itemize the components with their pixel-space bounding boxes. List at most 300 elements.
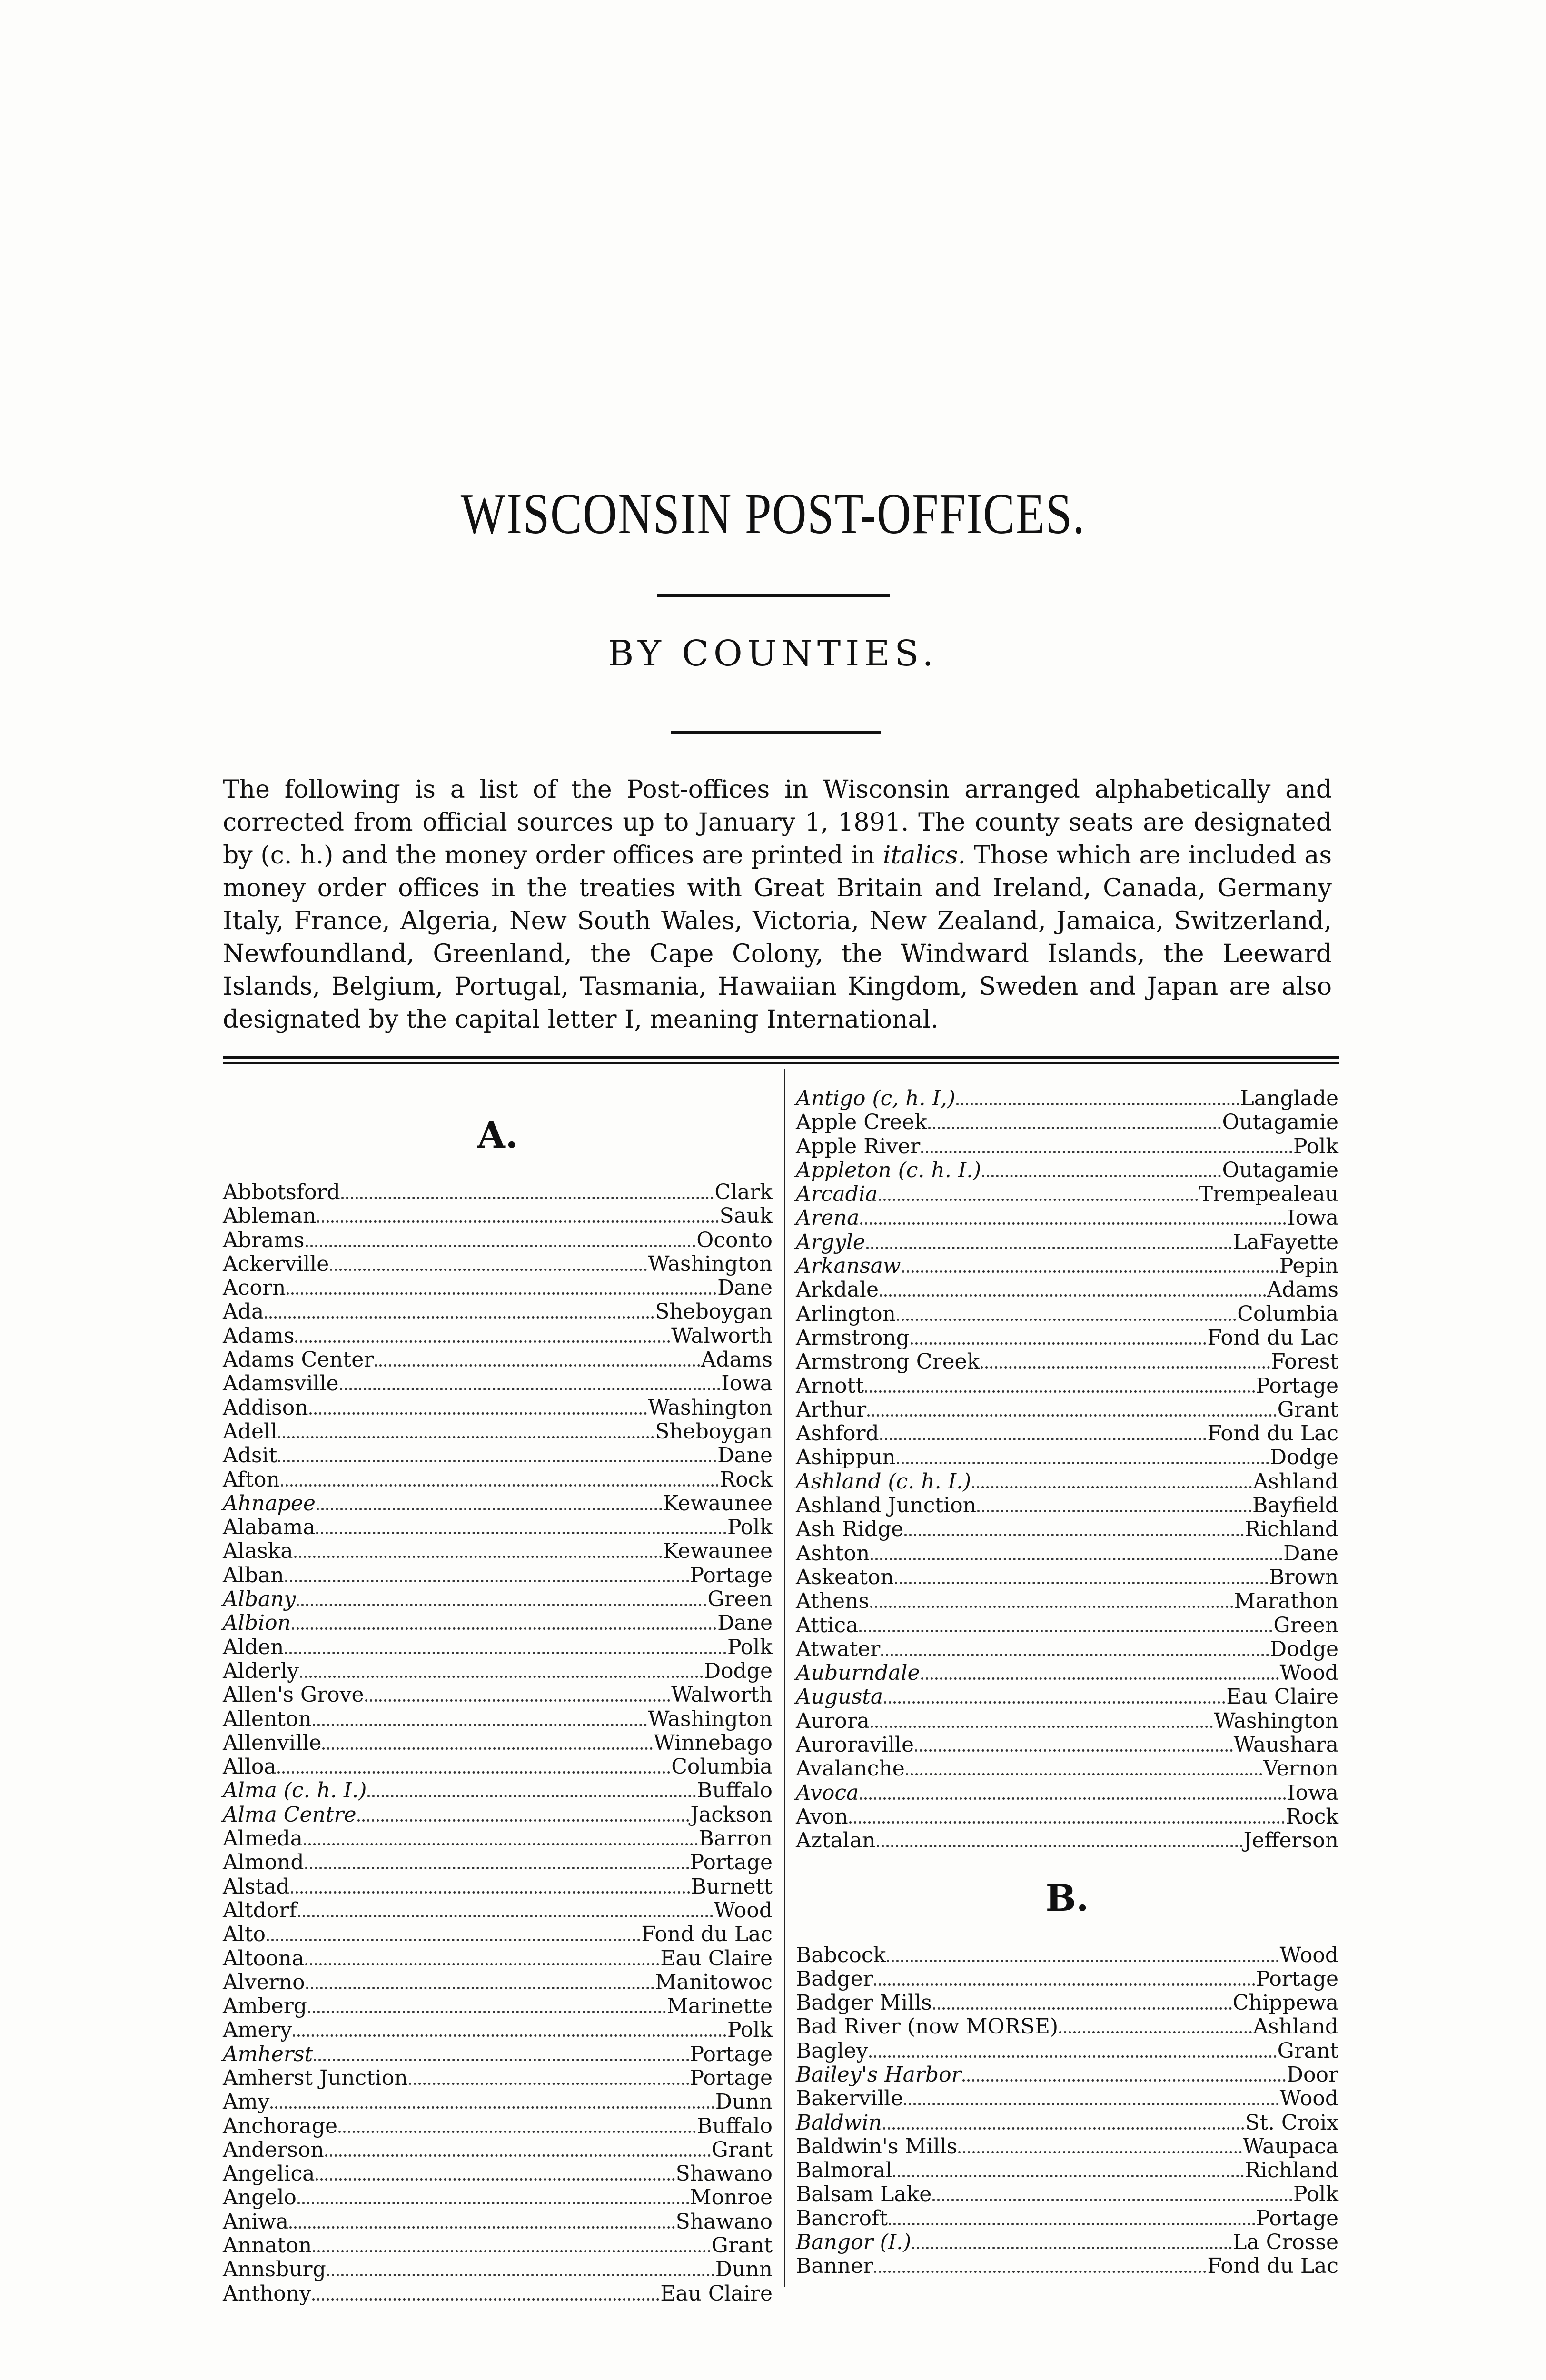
list-item	[796, 1781, 1338, 1805]
county-name: Rock	[720, 1467, 773, 1492]
dot-leader	[316, 2167, 674, 2181]
dot-leader	[874, 1972, 1255, 1986]
post-office-name: Armstrong	[796, 1325, 910, 1350]
dot-leader	[312, 2287, 659, 2301]
list-item	[796, 1542, 1338, 1566]
post-office-name: Annaton	[223, 2233, 312, 2258]
county-name: Dane	[717, 1611, 773, 1636]
list-item	[796, 1709, 1338, 1733]
post-office-name: Amy	[223, 2090, 270, 2114]
column-divider	[784, 1069, 785, 2287]
table-top-rule-thin	[223, 1062, 1339, 1064]
dot-leader	[933, 1996, 1232, 2010]
dot-leader	[879, 1187, 1198, 1201]
dot-leader	[330, 1257, 647, 1271]
list-item	[796, 1135, 1338, 1159]
post-office-name: Abbotsford	[223, 1180, 340, 1204]
post-office-name: Amherst	[223, 2042, 313, 2066]
list-item	[796, 2087, 1338, 2111]
dot-leader	[313, 1712, 647, 1726]
dot-leader	[313, 2239, 710, 2252]
county-name: Marinette	[666, 1994, 773, 2019]
county-name: Green	[1273, 1613, 1338, 1637]
list-item	[223, 1348, 773, 1372]
county-name: Wood	[1279, 2086, 1338, 2111]
list-item	[223, 1468, 773, 1492]
dot-leader	[314, 2047, 689, 2061]
post-office-name: Apple Creek	[796, 1110, 927, 1135]
dot-leader	[277, 1760, 671, 1774]
list-item	[796, 1254, 1338, 1278]
county-name: Trempealeau	[1199, 1182, 1338, 1207]
county-name: Waushara	[1233, 1733, 1338, 1757]
post-office-name: Amherst Junction	[223, 2065, 408, 2090]
county-name: Iowa	[1287, 1780, 1338, 1805]
post-office-name: Ableman	[223, 1204, 317, 1229]
county-name: Dane	[717, 1276, 773, 1300]
list-item	[796, 1374, 1338, 1398]
post-office-name: Alverno	[223, 1970, 305, 1994]
dot-leader	[884, 1690, 1225, 1704]
post-office-name: Auburndale	[796, 1661, 920, 1686]
post-office-name: Alma Centre	[223, 1802, 357, 1827]
intro-text-1: The following is a list of the Post-offices in Wisconsin arranged alphabetically and corrected from official sources up to January 1, 1891. The county seats are designated by (c. h.) and the money order offices are printed in	[223, 775, 1332, 870]
list-item	[223, 1994, 773, 2018]
dot-leader	[889, 2211, 1255, 2225]
dot-leader	[287, 1281, 716, 1295]
list-item	[223, 1204, 773, 1228]
list-item	[796, 1517, 1338, 1541]
dot-leader	[338, 2119, 696, 2133]
county-name: Dodge	[1269, 1636, 1338, 1661]
county-name: Fond du Lac	[1207, 1421, 1338, 1446]
county-name: Outagamie	[1222, 1110, 1338, 1135]
dot-leader	[904, 1522, 1244, 1536]
county-name: Ashland	[1253, 2014, 1338, 2039]
county-name: Richland	[1245, 2158, 1338, 2183]
list-item	[796, 1470, 1338, 1494]
list-item	[223, 2234, 773, 2258]
county-name: Washington	[648, 1251, 773, 1276]
county-name: Eau Claire	[1226, 1685, 1338, 1709]
dot-leader	[860, 1786, 1286, 1800]
list-item	[223, 1420, 773, 1444]
post-office-name: Arkdale	[796, 1278, 879, 1302]
post-office-name: Argyle	[796, 1230, 865, 1254]
list-item	[223, 1516, 773, 1539]
post-office-name: Alaska	[223, 1539, 293, 1564]
county-name: Vernon	[1263, 1756, 1338, 1781]
county-name: Polk	[727, 1515, 773, 1540]
county-name: Fond du Lac	[1207, 2254, 1338, 2279]
post-office-name: Baldwin	[796, 2110, 882, 2135]
county-name: Portage	[1256, 1966, 1338, 1991]
dot-leader	[305, 1855, 689, 1869]
list-item	[223, 1803, 773, 1827]
list-item	[223, 2043, 773, 2066]
list-item	[223, 2162, 773, 2186]
county-name: Richland	[1245, 1517, 1338, 1542]
post-office-name: Alden	[223, 1635, 284, 1659]
county-name: Sheboygan	[655, 1299, 773, 1324]
post-office-name: Bailey's Harbor	[796, 2062, 961, 2087]
dot-leader	[309, 1401, 647, 1415]
county-name: Wood	[714, 1898, 773, 1923]
list-item	[796, 1967, 1338, 1991]
county-name: La Crosse	[1233, 2230, 1338, 2255]
dot-leader	[877, 1834, 1243, 1847]
list-item	[796, 2159, 1338, 2182]
post-office-name: Auroraville	[796, 1733, 914, 1757]
list-item	[223, 1300, 773, 1324]
dot-leader	[982, 1163, 1221, 1177]
post-office-name: Albion	[223, 1611, 291, 1636]
post-office-name: Askeaton	[796, 1565, 894, 1589]
dot-leader	[859, 1618, 1272, 1632]
county-name: Green	[707, 1587, 773, 1612]
dot-leader	[867, 1403, 1276, 1417]
post-office-name: Adamsville	[223, 1371, 339, 1396]
county-name: Portage	[1256, 1373, 1338, 1398]
post-office-name: Baldwin's Mills	[796, 2134, 958, 2159]
list-item	[223, 1827, 773, 1851]
county-name: Polk	[727, 2018, 773, 2043]
list-item	[223, 1611, 773, 1635]
county-name: Shawano	[675, 2162, 773, 2186]
post-office-name: Aniwa	[223, 2209, 289, 2234]
county-name: Manitowoc	[655, 1970, 773, 1994]
post-office-name: Alto	[223, 1922, 266, 1947]
list-item	[796, 2254, 1338, 2278]
dot-leader	[293, 2023, 726, 2037]
county-name: Clark	[714, 1180, 773, 1204]
post-office-name: Abrams	[223, 1228, 305, 1252]
list-item	[796, 1991, 1338, 2015]
dot-leader	[972, 1475, 1252, 1488]
post-office-name: Badger	[796, 1966, 873, 1991]
post-office-name: Badger Mills	[796, 1991, 932, 2015]
post-office-name: Amery	[223, 2018, 292, 2043]
post-office-name: Anthony	[223, 2281, 311, 2306]
county-name: Adams	[1267, 1278, 1338, 1302]
list-item	[796, 1398, 1338, 1422]
post-office-name: Allenville	[223, 1730, 322, 1755]
dot-leader	[306, 1233, 696, 1247]
page-title: WISCONSIN POST-OFFICES.	[460, 482, 1086, 546]
list-item	[223, 1564, 773, 1587]
post-office-name: Bad River (now MORSE)	[796, 2014, 1059, 2039]
list-item	[796, 2231, 1338, 2254]
dot-leader	[897, 1307, 1236, 1321]
post-office-name: Alban	[223, 1563, 284, 1587]
county-name: Polk	[1293, 2182, 1338, 2207]
dot-leader	[297, 2191, 689, 2204]
dot-leader	[281, 1473, 719, 1487]
dot-leader	[291, 1880, 690, 1894]
dot-leader	[902, 1259, 1278, 1273]
dot-leader	[871, 1714, 1213, 1728]
list-item	[223, 1372, 773, 1396]
post-office-name: Allenton	[223, 1706, 312, 1731]
dot-leader	[958, 2140, 1241, 2153]
column-left	[223, 1090, 773, 2306]
dot-leader	[340, 1377, 721, 1390]
county-name: Winnebago	[653, 1730, 773, 1755]
county-name: Wood	[1279, 1661, 1338, 1686]
county-name: Washington	[648, 1706, 773, 1731]
dot-leader	[883, 2116, 1244, 2130]
list-item	[796, 1446, 1338, 1469]
list-item	[223, 1899, 773, 1923]
intro-italics-word: italics.	[882, 841, 966, 870]
dot-leader	[289, 2215, 674, 2229]
county-name: Dunn	[715, 2257, 773, 2282]
post-office-name: Arkansaw	[796, 1254, 901, 1279]
list-item	[223, 2066, 773, 2090]
post-office-name: Adams	[223, 1323, 295, 1348]
county-name: Washington	[648, 1395, 773, 1420]
list-item	[796, 1087, 1338, 1111]
post-office-name: Angelo	[223, 2185, 297, 2210]
county-name: Barron	[698, 1826, 773, 1851]
list-item	[796, 1422, 1338, 1446]
county-name: Portage	[690, 1850, 773, 1875]
dot-leader	[869, 2044, 1277, 2058]
section-letter-b: B.	[1045, 1876, 1089, 1919]
county-name: Adams	[701, 1348, 773, 1372]
county-name: Waupaca	[1242, 2134, 1338, 2159]
dot-leader	[300, 1664, 703, 1678]
post-office-name: Arena	[796, 1206, 860, 1230]
dot-leader	[915, 1738, 1233, 1752]
post-office-name: Ahnapee	[223, 1491, 316, 1516]
county-name: Burnett	[691, 1874, 773, 1899]
county-name: Iowa	[721, 1371, 773, 1396]
list-item	[223, 1539, 773, 1563]
post-office-name: Arlington	[796, 1301, 896, 1326]
dot-leader	[325, 2143, 711, 2157]
page-subtitle: BY COUNTIES.	[607, 633, 939, 674]
post-office-name: Altdorf	[223, 1898, 297, 1923]
post-office-name: Ash Ridge	[796, 1517, 904, 1542]
list-item	[796, 1182, 1338, 1206]
list-item	[223, 2282, 773, 2306]
list-item	[223, 1971, 773, 1994]
dot-leader	[285, 1640, 726, 1654]
post-office-name: Alloa	[223, 1755, 277, 1779]
list-item	[223, 2210, 773, 2234]
list-item	[796, 2063, 1338, 2087]
post-office-name: Acorn	[223, 1276, 286, 1300]
county-name: Pepin	[1279, 1254, 1338, 1279]
county-name: Marathon	[1234, 1589, 1338, 1614]
list-item	[223, 1396, 773, 1420]
column-right	[796, 1087, 1338, 2279]
list-item	[796, 1637, 1338, 1661]
post-office-name: Almond	[223, 1850, 304, 1875]
post-office-name: Antigo (c, h. I,)	[796, 1086, 956, 1111]
post-office-name: Adell	[223, 1419, 277, 1444]
list-item	[223, 1492, 773, 1516]
list-item	[223, 2186, 773, 2210]
list-item	[796, 1733, 1338, 1757]
list-item	[796, 1757, 1338, 1781]
dot-leader	[305, 1952, 659, 1965]
section-a-list	[223, 1180, 773, 2306]
post-office-name: Bagley	[796, 2038, 868, 2063]
county-name: Grant	[1277, 2038, 1338, 2063]
post-office-name: Augusta	[796, 1685, 883, 1709]
county-name: Walworth	[671, 1683, 773, 1707]
intro-text-2: Those which are included as money order offices in the treaties with Great Britain and Ireland, Canada, Germany Italy, France, Algeria, New South Wales, Victoria, New Zealand, Jamaica, Switzerland, Newfoundland, Greenland, the Cape Colony, the Windward Islands, the Leeward Islands, Belgium, Portugal, Tasmania, Hawaiian Kingdom, Sweden and Japan are also designated by the capital letter I, meaning International.	[223, 841, 1332, 1034]
post-office-name: Aurora	[796, 1708, 870, 1733]
list-item	[796, 2015, 1338, 2039]
county-name: Fond du Lac	[1207, 1325, 1338, 1350]
list-item	[223, 1659, 773, 1683]
county-name: Shawano	[675, 2209, 773, 2234]
post-office-name: Appleton (c. h. I.)	[796, 1158, 981, 1182]
post-office-name: Bakerville	[796, 2086, 903, 2111]
dot-leader	[895, 1570, 1268, 1584]
post-office-name: Angelica	[223, 2162, 315, 2186]
post-office-name: Altoona	[223, 1946, 305, 1971]
dot-leader	[912, 2235, 1232, 2249]
post-office-name: Alstad	[223, 1874, 290, 1899]
county-name: Polk	[727, 1635, 773, 1659]
dot-leader	[317, 1497, 662, 1510]
list-item	[796, 1944, 1338, 1967]
post-office-name: Afton	[223, 1467, 280, 1492]
subtitle-rule	[671, 731, 881, 734]
dot-leader	[297, 1592, 706, 1606]
post-office-name: Babcock	[796, 1943, 886, 1967]
list-item	[796, 1230, 1338, 1254]
dot-leader	[327, 2262, 714, 2276]
dot-leader	[849, 1810, 1285, 1824]
county-name: Sheboygan	[655, 1419, 773, 1444]
list-item	[223, 1636, 773, 1659]
dot-leader	[265, 1305, 654, 1319]
post-office-name: Ashton	[796, 1541, 870, 1566]
county-name: Polk	[1293, 1134, 1338, 1159]
dot-leader	[887, 1948, 1278, 1962]
table-top-rule	[223, 1056, 1339, 1059]
dot-leader	[870, 1594, 1233, 1608]
list-item	[223, 2258, 773, 2281]
post-office-name: Ashland Junction	[796, 1493, 977, 1518]
list-item	[796, 1566, 1338, 1589]
county-name: Wood	[1279, 1943, 1338, 1967]
post-office-name: Avalanche	[796, 1756, 905, 1781]
dot-leader	[1059, 2020, 1252, 2033]
list-item	[223, 1276, 773, 1300]
post-office-name: Addison	[223, 1395, 308, 1420]
list-item	[796, 1614, 1338, 1637]
list-item	[223, 1779, 773, 1803]
post-office-name: Ada	[223, 1299, 264, 1324]
dot-leader	[341, 1185, 714, 1199]
section-letter-a: A.	[477, 1114, 518, 1156]
dot-leader	[295, 1329, 670, 1343]
county-name: Columbia	[1237, 1301, 1338, 1326]
dot-leader	[956, 1091, 1239, 1105]
county-name: Kewaunee	[663, 1539, 773, 1564]
dot-leader	[906, 1762, 1262, 1775]
post-office-name: Bancroft	[796, 2206, 888, 2231]
county-name: Bayfield	[1252, 1493, 1338, 1518]
county-name: Grant	[711, 2233, 773, 2258]
dot-leader	[904, 2092, 1278, 2105]
county-name: Dunn	[715, 2090, 773, 2114]
post-office-name: Almeda	[223, 1826, 303, 1851]
list-item	[223, 1707, 773, 1731]
county-name: Eau Claire	[660, 1946, 773, 1971]
post-office-name: Adams Center	[223, 1348, 374, 1372]
post-office-name: Ackerville	[223, 1251, 329, 1276]
dot-leader	[860, 1211, 1286, 1225]
dot-leader	[866, 1235, 1232, 1249]
list-item	[796, 2039, 1338, 2063]
list-item	[796, 2111, 1338, 2135]
dot-leader	[977, 1498, 1251, 1512]
county-name: LaFayette	[1233, 1230, 1338, 1254]
post-office-name: Arnott	[796, 1373, 864, 1398]
list-item	[796, 1111, 1338, 1134]
county-name: Eau Claire	[660, 2281, 773, 2306]
dot-leader	[292, 1616, 716, 1630]
post-office-name: Allen's Grove	[223, 1683, 364, 1707]
county-name: Kewaunee	[663, 1491, 773, 1516]
post-office-name: Anchorage	[223, 2113, 338, 2138]
post-office-name: Annsburg	[223, 2257, 326, 2282]
list-item	[223, 1875, 773, 1899]
post-office-name: Alderly	[223, 1658, 299, 1683]
dot-leader	[871, 1547, 1282, 1560]
dot-leader	[865, 1379, 1255, 1393]
post-office-name: Albany	[223, 1587, 296, 1612]
county-name: Dane	[717, 1443, 773, 1468]
dot-leader	[375, 1353, 700, 1367]
section-b-list	[796, 1944, 1338, 2279]
post-office-name: Banner	[796, 2254, 873, 2279]
post-office-name: Ashland (c. h. I.)	[796, 1469, 971, 1494]
post-office-name: Aztalan	[796, 1828, 876, 1853]
dot-leader	[322, 1736, 652, 1750]
dot-leader	[308, 1999, 666, 2013]
dot-leader	[897, 1450, 1269, 1464]
list-item	[796, 2135, 1338, 2159]
list-item	[796, 1278, 1338, 1302]
list-item	[223, 1731, 773, 1755]
dot-leader	[278, 1448, 716, 1462]
post-office-name: Bangor (I.)	[796, 2230, 912, 2255]
dot-leader	[357, 1808, 690, 1822]
county-name: Sauk	[719, 1204, 773, 1229]
county-name: Outagamie	[1222, 1158, 1338, 1182]
county-name: Buffalo	[697, 2113, 773, 2138]
county-name: Grant	[1277, 1397, 1338, 1422]
county-name: Columbia	[671, 1755, 773, 1779]
county-name: Jackson	[690, 1802, 773, 1827]
list-item	[796, 1685, 1338, 1709]
dot-leader	[921, 1666, 1279, 1680]
list-item	[796, 1661, 1338, 1685]
dot-leader	[316, 1520, 726, 1534]
county-name: Rock	[1286, 1804, 1338, 1829]
county-name: Washington	[1214, 1708, 1338, 1733]
dot-leader	[298, 1904, 713, 1917]
county-name: St. Croix	[1245, 2110, 1338, 2135]
